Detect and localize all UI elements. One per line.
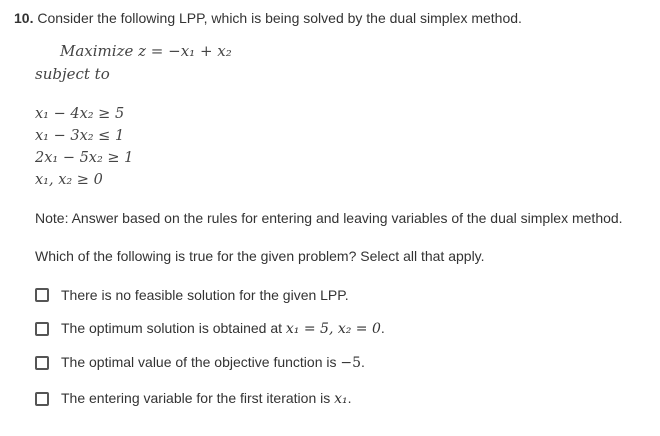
constraint-3: 2x₁ − 5x₂ ≥ 1: [35, 150, 134, 166]
option-1[interactable]: [35, 287, 349, 303]
option-1-label: There is no feasible solution for the given LPP.: [61, 287, 349, 303]
objective-function: Maximize z = −x₁ + x₂: [60, 42, 232, 60]
option-2[interactable]: [35, 320, 385, 337]
option-1-checkbox[interactable]: [35, 288, 49, 302]
option-2-math: x₁ = 5, x₂ = 0: [285, 321, 381, 337]
constraints-list: [35, 103, 133, 191]
option-4-math: x₁: [334, 391, 348, 407]
option-4-label: [61, 390, 352, 407]
option-4[interactable]: [35, 390, 352, 407]
option-3-math: −5: [340, 355, 362, 371]
question-heading: [14, 10, 522, 26]
question-text: Consider the following LPP, which is being solved by the dual simplex method.: [37, 10, 522, 26]
option-3-text: The optimal value of the objective function is: [61, 354, 341, 370]
option-2-label: [61, 320, 385, 337]
question-prompt: Which of the following is true for the given problem? Select all that apply.: [35, 248, 485, 264]
subject-to-label: subject to: [35, 65, 110, 83]
constraint-1: x₁ − 4x₂ ≥ 5: [35, 106, 125, 122]
option-2-checkbox[interactable]: [35, 322, 49, 336]
question-number: 10.: [14, 10, 34, 26]
option-3-period: .: [361, 354, 365, 370]
option-4-checkbox[interactable]: [35, 392, 49, 406]
option-2-period: .: [380, 320, 385, 336]
constraint-nonnegativity: x₁, x₂ ≥ 0: [35, 172, 103, 188]
option-2-text: The optimum solution is obtained at: [61, 320, 286, 336]
option-4-text: The entering variable for the first iteration is: [61, 390, 335, 406]
option-3-label: [61, 354, 365, 371]
note-text: Note: Answer based on the rules for entering and leaving variables of the dual simplex method.: [35, 210, 623, 226]
option-3-checkbox[interactable]: [35, 356, 49, 370]
option-4-period: .: [347, 390, 352, 406]
option-3[interactable]: [35, 354, 365, 371]
constraint-2: x₁ − 3x₂ ≤ 1: [35, 128, 125, 144]
